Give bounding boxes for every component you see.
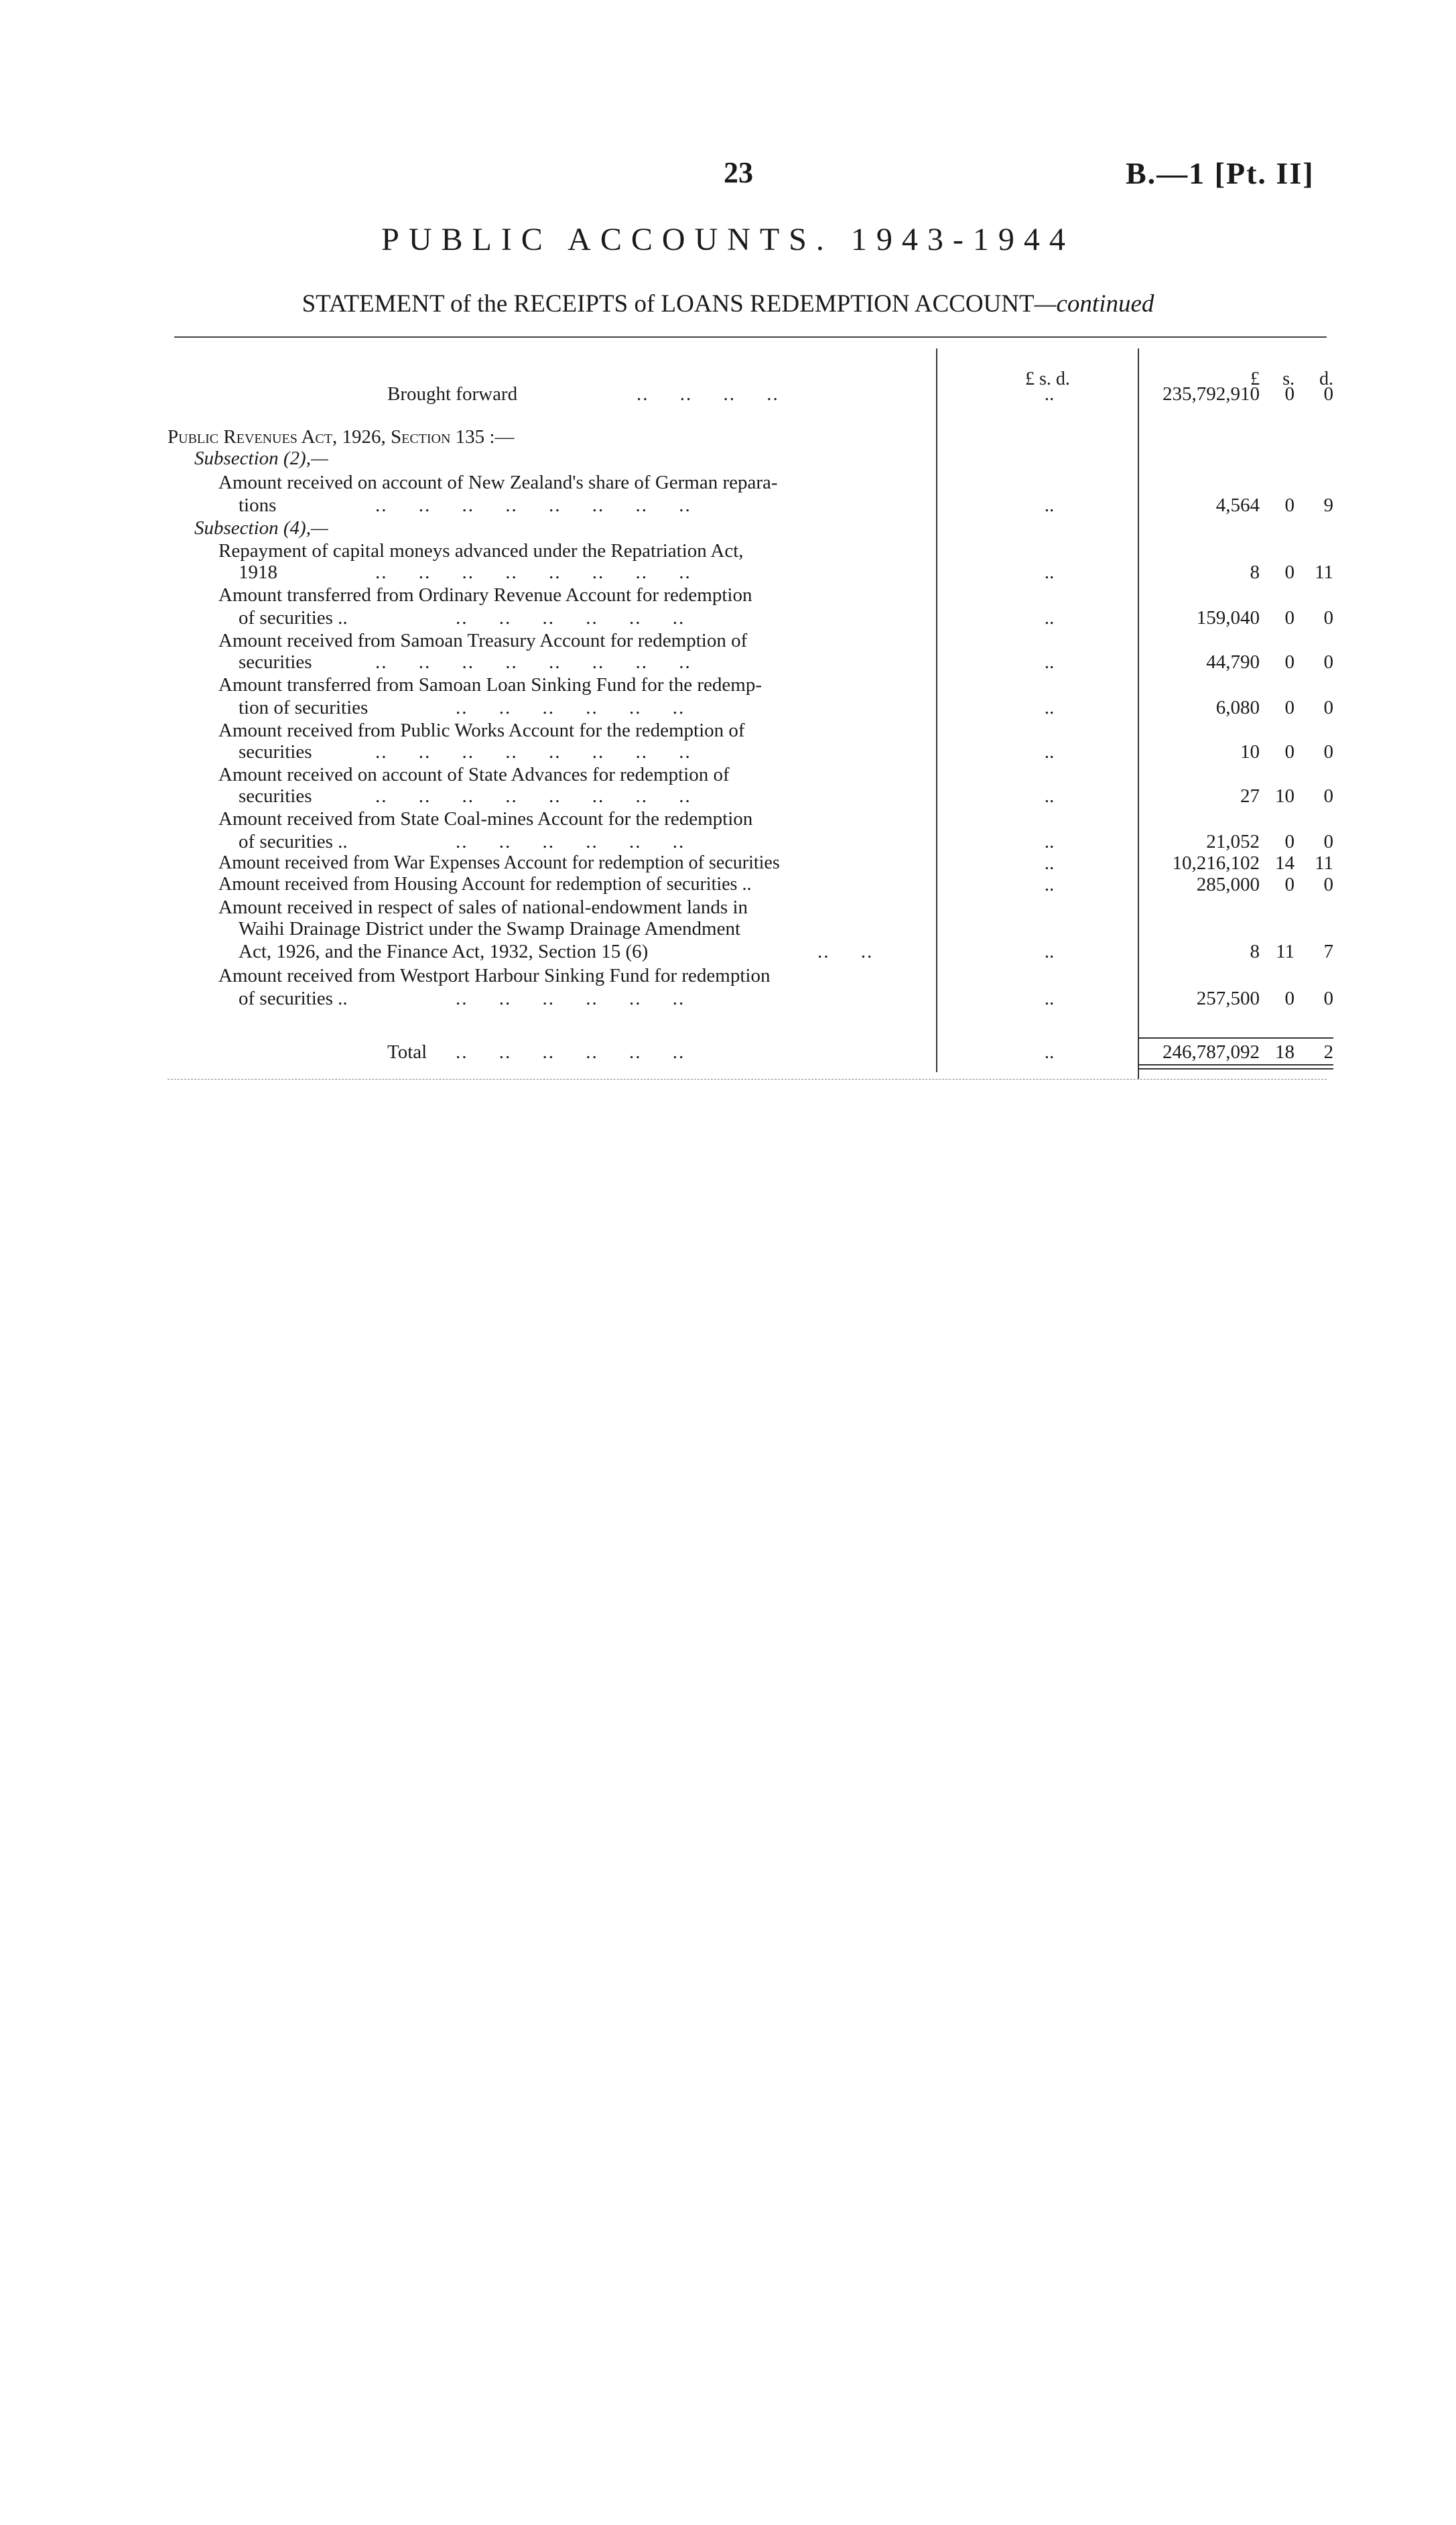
pence-value: 0 bbox=[1323, 607, 1333, 629]
row-label-line1: Amount received from Housing Account for redemption of securities .. bbox=[218, 874, 752, 895]
inner-amount: .. bbox=[1044, 495, 1055, 516]
pence-value: 0 bbox=[1323, 831, 1333, 852]
row-label-line2: Waihi Drainage District under the Swamp Drainage Amendment bbox=[239, 918, 741, 940]
pounds-value: 257,500 bbox=[1196, 988, 1260, 1009]
shillings-value: 0 bbox=[1284, 383, 1295, 405]
inner-amount: .. bbox=[1044, 874, 1055, 895]
inner-amount: .. bbox=[1044, 941, 1055, 962]
shillings-value: 11 bbox=[1276, 941, 1295, 962]
pence-column-header: d. bbox=[1319, 369, 1333, 389]
row-label-line2: tion of securities bbox=[239, 697, 369, 718]
table-row bbox=[0, 917, 1456, 941]
shillings-value: 0 bbox=[1284, 874, 1295, 895]
inner-amount: .. bbox=[1044, 1041, 1055, 1063]
inner-amount: .. bbox=[1044, 831, 1055, 852]
subsection-2-label: Subsection (2),— bbox=[194, 448, 328, 469]
table-row bbox=[0, 539, 1456, 563]
inner-amount: .. bbox=[1044, 785, 1055, 807]
table-row bbox=[0, 830, 1456, 854]
row-label-line1: Amount received from State Coal-mines Account for the redemption bbox=[218, 808, 753, 830]
leader-dots: .. .. bbox=[817, 941, 874, 962]
row-label-line1: Amount transferred from Samoan Loan Sinking Fund for the redemp- bbox=[218, 674, 763, 696]
subsection-heading bbox=[0, 446, 1456, 470]
table-row bbox=[0, 470, 1456, 495]
table-row bbox=[0, 895, 1456, 919]
row-label-line1: Amount received from Samoan Treasury Account for redemption of bbox=[218, 630, 748, 651]
pounds-value: 285,000 bbox=[1196, 874, 1260, 895]
inner-amount: .. bbox=[1044, 562, 1055, 583]
footer-rule bbox=[168, 1079, 1327, 1080]
pence-value: 11 bbox=[1315, 562, 1333, 583]
inner-amount: .. bbox=[1044, 383, 1055, 405]
subsection-heading bbox=[0, 516, 1456, 540]
shillings-value: 0 bbox=[1284, 562, 1295, 583]
pence-value: 2 bbox=[1323, 1041, 1333, 1063]
page-number: 23 bbox=[724, 156, 753, 189]
pounds-value: 159,040 bbox=[1196, 607, 1260, 629]
row-label-line1: Repayment of capital moneys advanced under the Repatriation Act, bbox=[218, 540, 744, 562]
table-row bbox=[0, 986, 1456, 1011]
inner-column-header: £ s. d. bbox=[1025, 369, 1070, 389]
table-row bbox=[0, 872, 1456, 897]
table-row bbox=[0, 673, 1456, 697]
pence-value: 7 bbox=[1323, 941, 1333, 962]
leader-dots: .. .. .. .. .. .. .. .. bbox=[375, 495, 691, 516]
row-label-line2: of securities .. bbox=[239, 988, 348, 1009]
inner-amount: .. bbox=[1044, 697, 1055, 718]
shillings-column-header: s. bbox=[1282, 369, 1295, 389]
leader-dots: .. .. .. .. .. .. bbox=[456, 1041, 685, 1063]
row-label-line1: Amount received in respect of sales of national-endowment lands in bbox=[218, 897, 748, 918]
row-label-line2: securities bbox=[239, 785, 312, 807]
leader-dots: .. .. .. .. .. .. .. .. bbox=[375, 651, 691, 673]
pounds-value: 21,052 bbox=[1206, 831, 1260, 852]
pounds-value: 10,216,102 bbox=[1172, 852, 1260, 874]
row-label-line2: 1918 bbox=[239, 562, 277, 583]
leader-dots: .. .. .. .. bbox=[637, 383, 779, 405]
pence-value: 0 bbox=[1323, 741, 1333, 763]
pence-value: 0 bbox=[1323, 383, 1333, 405]
leader-dots: .. .. .. .. .. .. bbox=[456, 988, 685, 1009]
pounds-value: 44,790 bbox=[1206, 651, 1260, 673]
shillings-value: 0 bbox=[1284, 741, 1295, 763]
total-rule bbox=[1139, 1037, 1333, 1039]
row-label-line1: Amount received from Public Works Account for the redemption of bbox=[218, 720, 745, 741]
pounds-value: 8 bbox=[1250, 941, 1260, 962]
leader-dots: .. .. .. .. .. .. bbox=[456, 831, 685, 852]
statement-subtitle bbox=[0, 289, 1456, 318]
subsection-4-label: Subsection (4),— bbox=[194, 517, 328, 539]
row-label: Brought forward bbox=[387, 383, 518, 405]
row-label-line1: Amount transferred from Ordinary Revenue Account for redemption bbox=[218, 584, 752, 606]
subtitle-main: STATEMENT of the RECEIPTS of LOANS REDEMPTION ACCOUNT bbox=[302, 290, 1035, 318]
total-double-rule-top bbox=[1139, 1064, 1333, 1065]
pounds-value: 27 bbox=[1240, 785, 1260, 807]
pence-value: 0 bbox=[1323, 874, 1333, 895]
table-row bbox=[0, 560, 1456, 584]
table-row bbox=[0, 606, 1456, 630]
total-label: Total bbox=[387, 1041, 427, 1063]
table-row bbox=[0, 696, 1456, 720]
page-title: PUBLIC ACCOUNTS. 1943-1944 bbox=[381, 222, 1075, 257]
shillings-value: 0 bbox=[1284, 651, 1295, 673]
table-row bbox=[0, 493, 1456, 517]
row-label-line2: of securities .. bbox=[239, 831, 348, 852]
leader-dots: .. .. .. .. .. .. .. .. bbox=[375, 785, 691, 807]
shillings-value: 18 bbox=[1275, 1041, 1295, 1063]
pounds-value: 4,564 bbox=[1215, 495, 1260, 516]
row-label-line1: Amount received from Westport Harbour Sinking Fund for redemption bbox=[218, 965, 771, 986]
pence-value: 0 bbox=[1323, 988, 1333, 1009]
pence-value: 9 bbox=[1323, 495, 1333, 516]
leader-dots: .. .. .. .. .. .. .. .. bbox=[375, 741, 691, 763]
row-label-line2: securities bbox=[239, 651, 312, 673]
row-label-line3: Act, 1926, and the Finance Act, 1932, Section 15 (6) bbox=[239, 941, 649, 962]
leader-dots: .. .. .. .. .. .. .. .. bbox=[375, 562, 691, 583]
pounds-value: 10 bbox=[1240, 741, 1260, 763]
shillings-value: 0 bbox=[1284, 988, 1295, 1009]
pence-value: 0 bbox=[1323, 697, 1333, 718]
pence-value: 11 bbox=[1315, 852, 1333, 874]
shillings-value: 0 bbox=[1284, 697, 1295, 718]
table-row-brought-forward bbox=[0, 382, 1456, 406]
pounds-column-header: £ bbox=[1250, 369, 1260, 389]
table-row bbox=[0, 718, 1456, 742]
total-double-rule-bottom bbox=[1139, 1068, 1333, 1070]
inner-amount: .. bbox=[1044, 741, 1055, 763]
table-row bbox=[0, 940, 1456, 964]
table-row bbox=[0, 650, 1456, 674]
table-row bbox=[0, 740, 1456, 764]
table-row bbox=[0, 807, 1456, 831]
pence-value: 0 bbox=[1323, 651, 1333, 673]
shillings-value: 0 bbox=[1284, 831, 1295, 852]
header-rule bbox=[174, 336, 1327, 338]
table-row bbox=[0, 629, 1456, 653]
table-row bbox=[0, 851, 1456, 875]
shillings-value: 10 bbox=[1275, 785, 1295, 807]
section-heading bbox=[0, 425, 1456, 449]
table-row bbox=[0, 964, 1456, 988]
row-label-line1: Amount received on account of State Advances for redemption of bbox=[218, 764, 730, 785]
pounds-value: 6,080 bbox=[1215, 697, 1260, 718]
pence-value: 0 bbox=[1323, 785, 1333, 807]
table-row bbox=[0, 583, 1456, 607]
pounds-value: 246,787,092 bbox=[1163, 1041, 1260, 1063]
pounds-value: 8 bbox=[1250, 562, 1260, 583]
subtitle-continued: —continued bbox=[1034, 290, 1154, 318]
leader-dots: .. .. .. .. .. .. bbox=[456, 607, 685, 629]
row-label-line2: of securities .. bbox=[239, 607, 348, 629]
act-heading: Public Revenues Act, 1926, Section 135 :— bbox=[168, 426, 515, 448]
table-row bbox=[0, 784, 1456, 808]
leader-dots: .. .. .. .. .. .. bbox=[456, 697, 685, 718]
row-label-line1: Amount received on account of New Zealand's share of German repara- bbox=[218, 472, 778, 493]
shillings-value: 14 bbox=[1275, 852, 1295, 874]
inner-amount: .. bbox=[1044, 651, 1055, 673]
row-label-line2: tions bbox=[239, 495, 277, 516]
row-label-line2: securities bbox=[239, 741, 312, 763]
document-reference: B.—1 [Pt. II] bbox=[1126, 156, 1315, 190]
shillings-value: 0 bbox=[1284, 495, 1295, 516]
row-label-line1: Amount received from War Expenses Account for redemption of securities bbox=[218, 852, 780, 873]
inner-amount: .. bbox=[1044, 607, 1055, 629]
table-row bbox=[0, 763, 1456, 787]
pounds-value: 235,792,910 bbox=[1163, 383, 1260, 405]
table-row-total bbox=[0, 1040, 1456, 1064]
inner-amount: .. bbox=[1044, 852, 1055, 874]
inner-amount: .. bbox=[1044, 988, 1055, 1009]
shillings-value: 0 bbox=[1284, 607, 1295, 629]
